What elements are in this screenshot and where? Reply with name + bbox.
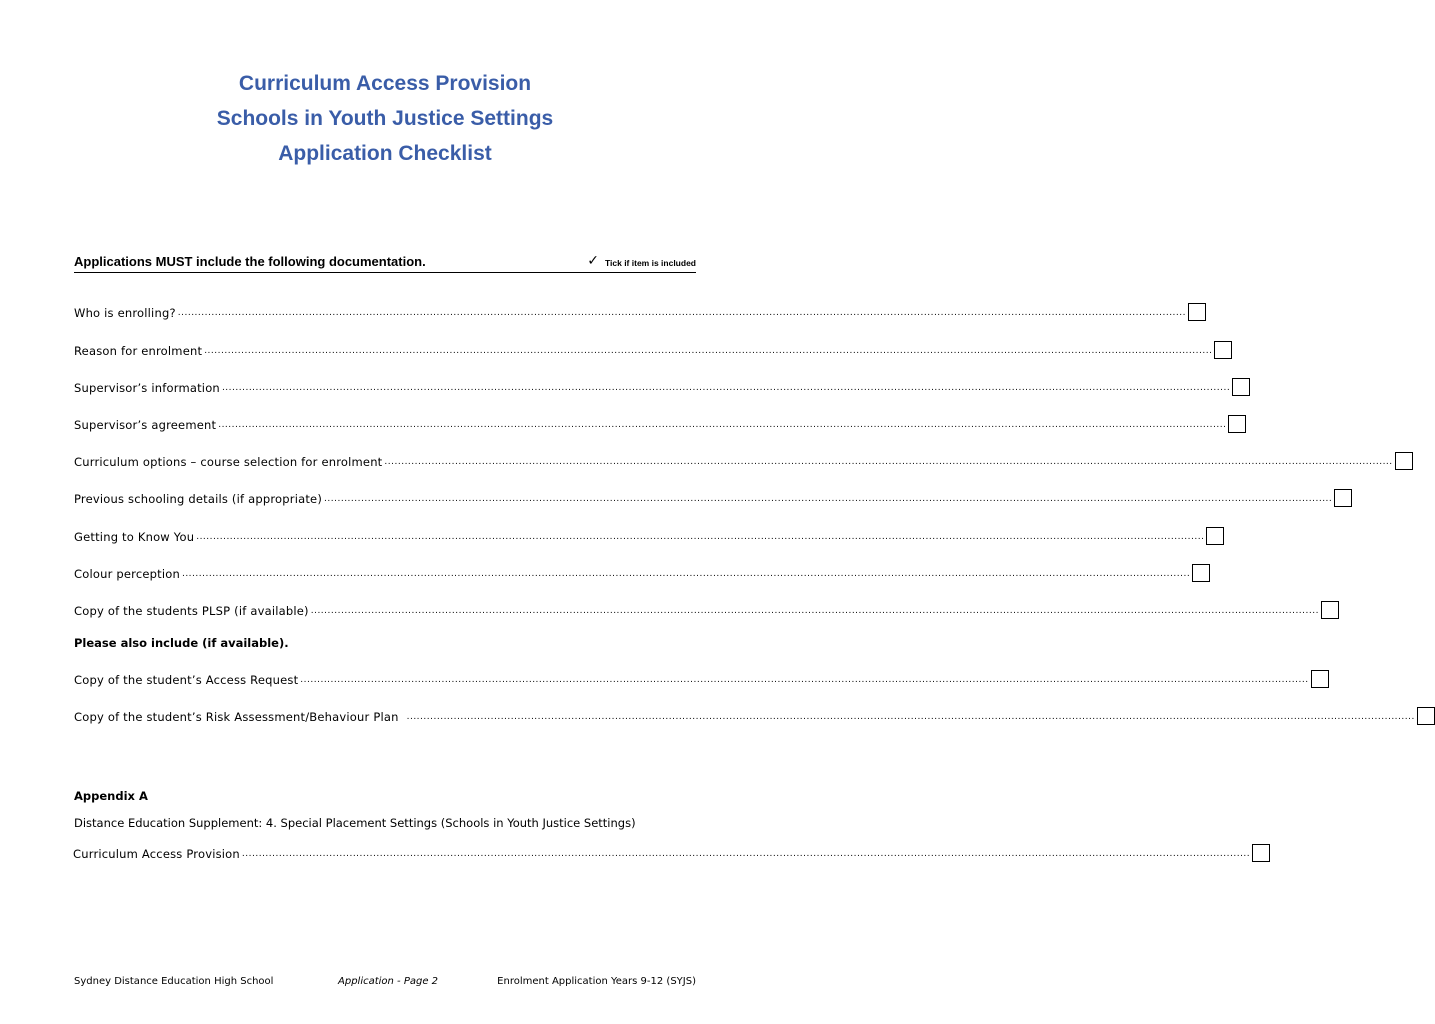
- checklist-item-risk-assessment: [74, 702, 1415, 724]
- checklist-item-label: Who is enrolling?: [74, 306, 176, 320]
- dot-leader: ............................................................................................................................................................................................................................................................................................................: [196, 532, 1205, 542]
- dot-leader: ............................................................................................................................................................................................................................................................................................................: [241, 849, 1251, 859]
- footer-page: Application - Page 2: [338, 976, 439, 987]
- checkbox[interactable]: [1395, 452, 1413, 470]
- checkmark-icon: ✓: [587, 252, 599, 268]
- checklist-item-who-is-enrolling: [74, 298, 1187, 320]
- checklist-item-label: Curriculum Access Provision: [73, 847, 240, 861]
- dot-leader: ............................................................................................................................................................................................................................................................................................................: [181, 569, 1191, 579]
- title-line-1: Curriculum Access Provision: [238, 72, 532, 95]
- checkbox[interactable]: [1192, 564, 1210, 582]
- dot-leader: ............................................................................................................................................................................................................................................................................................................: [218, 420, 1227, 430]
- checklist-item-label: Supervisor’s information: [74, 381, 220, 395]
- checkbox[interactable]: [1311, 670, 1329, 688]
- checkbox[interactable]: [1232, 378, 1250, 396]
- checklist-item-label: Previous schooling details (if appropriate): [74, 492, 323, 506]
- checklist-header: [74, 252, 696, 273]
- checkbox[interactable]: [1188, 303, 1206, 321]
- checklist-item-plsp: [74, 596, 1319, 618]
- checklist-item-label: Copy of the student’s Access Request: [74, 673, 299, 687]
- dot-leader: ............................................................................................................................................................................................................................................................................................................: [384, 457, 1393, 467]
- checklist-item-label: Copy of the student’s Risk Assessment/Behaviour Plan: [74, 710, 399, 724]
- checklist-item-supervisor-agreement: [74, 410, 1227, 432]
- dot-leader: ............................................................................................................................................................................................................................................................................................................: [221, 383, 1231, 393]
- instruction-text: Applications MUST include the following documentation.: [74, 254, 426, 269]
- checklist-item-label: Supervisor’s agreement: [74, 418, 217, 432]
- dot-leader: ............................................................................................................................................................................................................................................................................................................: [310, 606, 1319, 616]
- checkbox[interactable]: [1214, 341, 1232, 359]
- dot-leader: ............................................................................................................................................................................................................................................................................................................: [204, 346, 1213, 356]
- checkbox[interactable]: [1321, 601, 1339, 619]
- checklist-item-label: Curriculum options – course selection for enrolment: [74, 455, 383, 469]
- checklist-item-label: Reason for enrolment: [74, 344, 203, 358]
- tick-note: [587, 254, 696, 271]
- checklist-item-getting-to-know-you: [74, 522, 1205, 544]
- appendix-heading: Appendix A: [74, 789, 148, 803]
- checklist-item-label: Copy of the students PLSP (if available): [74, 604, 309, 618]
- dot-leader: ............................................................................................................................................................................................................................................................................................................: [324, 494, 1333, 504]
- footer-form-name: Enrolment Application Years 9-12 (SYJS): [497, 976, 696, 987]
- checklist-item-label: Getting to Know You: [74, 530, 195, 544]
- dot-leader: ............................................................................................................................................................................................................................................................................................................: [177, 308, 1187, 318]
- tick-note-text: Tick if item is included: [604, 257, 696, 268]
- checklist-item-curriculum-access: [73, 839, 1251, 861]
- dot-leader: ............................................................................................................................................................................................................................................................................................................: [406, 712, 1415, 722]
- checkbox[interactable]: [1228, 415, 1246, 433]
- checklist-item-previous-schooling: [74, 484, 1333, 506]
- checkbox[interactable]: [1252, 844, 1270, 862]
- checklist-item-label: Colour perception: [74, 567, 180, 581]
- checklist-item-access-request: [74, 665, 1309, 687]
- title-line-2: Schools in Youth Justice Settings: [216, 107, 554, 130]
- title-line-3: Application Checklist: [278, 142, 492, 165]
- checklist-item-curriculum-options: [74, 447, 1393, 469]
- checklist-item-reason: [74, 336, 1213, 358]
- checklist-item-supervisor-info: [74, 373, 1231, 395]
- checkbox[interactable]: [1206, 527, 1224, 545]
- dot-leader: ............................................................................................................................................................................................................................................................................................................: [300, 675, 1309, 685]
- footer-school: Sydney Distance Education High School: [74, 976, 274, 987]
- checkbox[interactable]: [1334, 489, 1352, 507]
- checkbox[interactable]: [1417, 707, 1435, 725]
- checklist-item-colour-perception: [74, 559, 1191, 581]
- document-title: [0, 66, 770, 171]
- also-include-heading: Please also include (if available).: [74, 636, 289, 650]
- appendix-text: Distance Education Supplement: 4. Special Placement Settings (Schools in Youth Justice Settings): [74, 816, 636, 830]
- page-footer: [74, 976, 696, 990]
